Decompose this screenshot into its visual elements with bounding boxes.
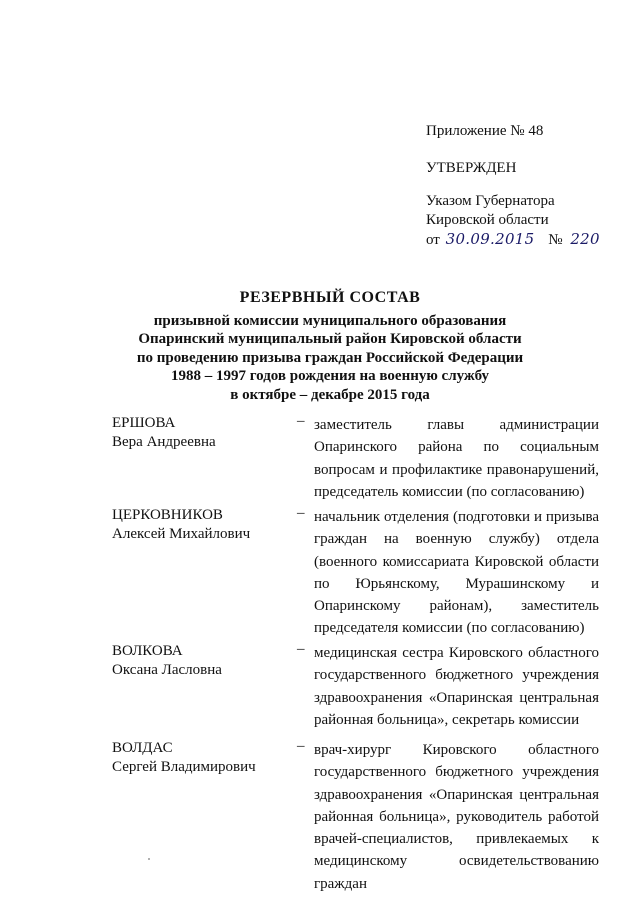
member-given-name: Оксана Ласловна [112, 662, 222, 678]
date-prefix: от [426, 232, 440, 248]
handwritten-date: 30.09.2015 [445, 230, 535, 248]
document-title [60, 289, 600, 404]
title-line-2: Опаринский муниципальный район Кировской области [138, 331, 522, 347]
title-line-3: по проведению призыва граждан Российской Федерации [136, 349, 524, 366]
member-surname: ЕРШОВА [112, 415, 176, 431]
title-line-4: 1988 – 1997 годов рождения на военную службу [170, 368, 490, 384]
member-given-name: Сергей Владимирович [112, 759, 256, 775]
member-given-name: Алексей Михайлович [112, 526, 251, 542]
scan-speck [148, 858, 150, 860]
dash-separator: – [297, 413, 305, 429]
member-surname: ВОЛДАС [112, 740, 173, 756]
title-main: РЕЗЕРВНЫЙ СОСТАВ [239, 289, 421, 306]
member-role: врач-хирург Кировского областного государственного бюджетного учреждения здравоохранения «Опаринская центральная районная больница», руководитель работой врачей-специалистов, привлекаемых к медицинскому освидетельствованию граждан [314, 742, 599, 892]
member-surname: ВОЛКОВА [112, 643, 183, 659]
member-role: начальник отделения (подготовки и призыва граждан на военную службу) отдела (военного комиссариата Кировской области по Юрьянскому, Мурашинскому и Опаринскому районам), заместитель председателя комиссии (по согласованию) [314, 509, 599, 637]
title-line-5: в октябре – декабре 2015 года [230, 386, 430, 403]
decree-date-line [426, 230, 626, 250]
title-line-1: призывной комиссии муниципального образования [153, 312, 507, 329]
dash-separator: – [297, 641, 305, 657]
decree-line-2: Кировской области [426, 212, 549, 228]
member-name [112, 506, 292, 544]
appendix-number: Приложение № 48 [426, 123, 544, 139]
member-surname: ЦЕРКОВНИКОВ [112, 507, 223, 523]
member-name [112, 642, 292, 680]
member-name [112, 739, 292, 777]
member-given-name: Вера Андреевна [112, 434, 216, 450]
approval-header [426, 122, 626, 250]
dash-separator: – [297, 738, 305, 754]
approved-label: УТВЕРЖДЕН [426, 160, 517, 176]
decree-line-1: Указом Губернатора [426, 193, 555, 209]
member-name [112, 414, 292, 452]
dash-separator: – [297, 505, 305, 521]
member-role: медицинская сестра Кировского областного государственного бюджетного учреждения здравоохранения «Опаринская центральная районная больница», секретарь комиссии [314, 645, 599, 728]
member-role: заместитель главы администрации Опаринского района по социальным вопросам и профилактике правонарушений, председатель комиссии (по согласованию) [314, 417, 599, 500]
number-prefix: № [548, 232, 563, 248]
handwritten-number: 220 [570, 230, 600, 248]
